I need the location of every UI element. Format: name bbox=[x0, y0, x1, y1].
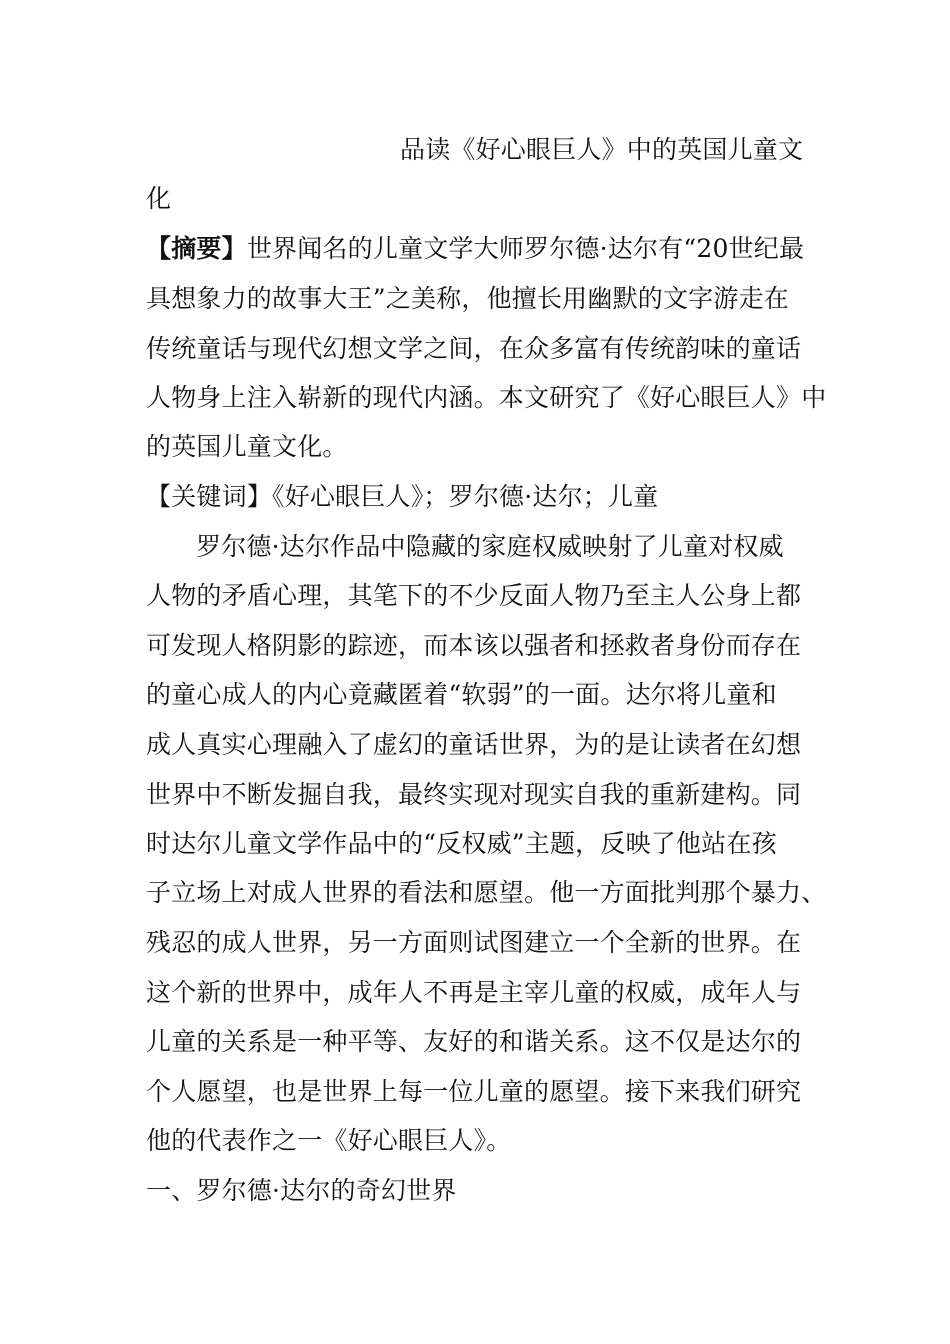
keywords-line bbox=[146, 482, 658, 512]
title-line-1: 品读《好心眼巨人》中的英国儿童文 bbox=[400, 135, 804, 164]
body-line-9: 残忍的成人世界，另一方面则试图建立一个全新的世界。在 bbox=[146, 928, 802, 957]
abstract-line-3: 传统童话与现代幻想文学之间，在众多富有传统韵味的童话 bbox=[146, 334, 802, 363]
keywords-label: 【关键词】 bbox=[146, 482, 273, 511]
abstract-text: 世界闻名的儿童文学大师罗尔德·达尔有“20世纪最 bbox=[246, 234, 805, 263]
abstract-line-1 bbox=[146, 234, 804, 264]
body-line-11: 儿童的关系是一种平等、友好的和谐关系。这不仅是达尔的 bbox=[146, 1027, 802, 1056]
title-line-2: 化 bbox=[146, 184, 172, 213]
section-heading: 一、罗尔德·达尔的奇幻世界 bbox=[146, 1176, 457, 1205]
body-line-5: 成人真实心理融入了虚幻的童话世界，为的是让读者在幻想 bbox=[146, 730, 802, 759]
body-line-3: 可发现人格阴影的踪迹，而本该以强者和拯救者身份而存在 bbox=[146, 631, 802, 660]
body-line-12: 个人愿望，也是世界上每一位儿童的愿望。接下来我们研究 bbox=[146, 1077, 802, 1106]
keywords-text: 《好心眼巨人》；罗尔德·达尔；儿童 bbox=[272, 482, 659, 511]
body-line-10: 这个新的世界中，成年人不再是主宰儿童的权威，成年人与 bbox=[146, 978, 802, 1007]
abstract-line-5: 的英国儿童文化。 bbox=[146, 432, 348, 461]
body-line-1: 罗尔德·达尔作品中隐藏的家庭权威映射了儿童对权威 bbox=[196, 532, 784, 561]
body-line-2: 人物的矛盾心理，其笔下的不少反面人物乃至主人公身上都 bbox=[146, 581, 802, 610]
body-line-6: 世界中不断发掘自我，最终实现对现实自我的重新建构。同 bbox=[146, 780, 802, 809]
abstract-label: 【摘要】 bbox=[146, 234, 247, 263]
abstract-line-2: 具想象力的故事大王”之美称，他擅长用幽默的文字游走在 bbox=[146, 284, 789, 313]
body-line-4: 的童心成人的内心竟藏匿着“软弱”的一面。达尔将儿童和 bbox=[146, 680, 777, 709]
body-line-7: 时达尔儿童文学作品中的“反权威”主题，反映了他站在孩 bbox=[146, 829, 777, 858]
body-line-13: 他的代表作之一《好心眼巨人》。 bbox=[146, 1126, 512, 1155]
abstract-line-4: 人物身上注入崭新的现代内涵。本文研究了《好心眼巨人》中 bbox=[146, 383, 827, 412]
body-line-8: 子立场上对成人世界的看法和愿望。他一方面批判那个暴力、 bbox=[146, 878, 827, 907]
